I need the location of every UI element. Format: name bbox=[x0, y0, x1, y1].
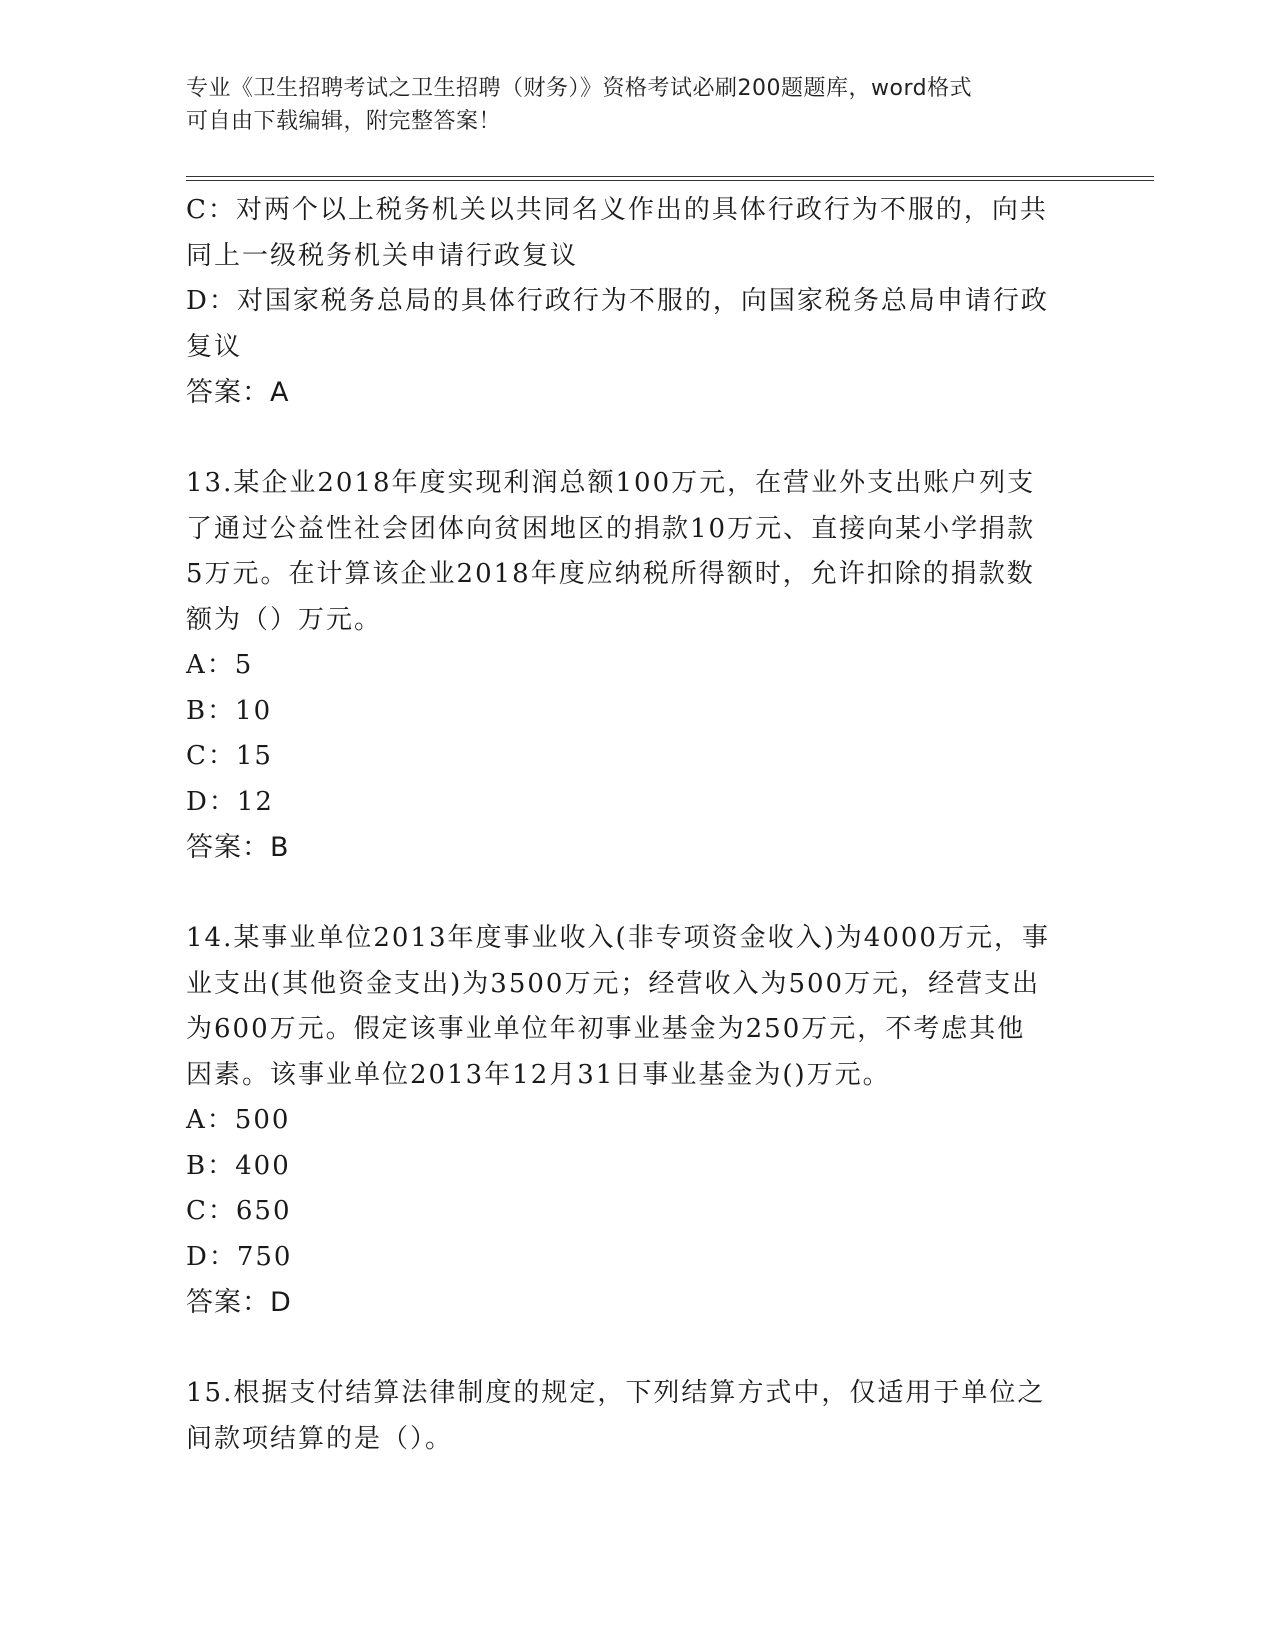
answer-label: 答案：B bbox=[186, 832, 290, 863]
option-a: A：500 bbox=[186, 1105, 291, 1135]
document-header bbox=[186, 72, 1066, 138]
question-stem-line: 额为（）万元。 bbox=[186, 604, 383, 635]
option-b: B：400 bbox=[186, 1150, 291, 1181]
header-divider bbox=[186, 176, 1154, 181]
option-d-line-2: 复议 bbox=[186, 331, 243, 362]
question-stem-line: 14.某事业单位2013年度事业收入(非专项资金收入)为4000万元，事 bbox=[186, 923, 1050, 953]
question-15 bbox=[186, 1371, 1066, 1462]
answer-label: 答案：A bbox=[186, 377, 290, 408]
question-14 bbox=[186, 916, 1066, 1326]
option-c: C：15 bbox=[186, 741, 273, 771]
question-13 bbox=[186, 461, 1066, 871]
option-d: D：12 bbox=[186, 786, 274, 817]
option-d-line-1: D：对国家税务总局的具体行政行为不服的，向国家税务总局申请行政 bbox=[186, 286, 1049, 316]
option-d: D：750 bbox=[186, 1241, 293, 1272]
question-stem-line: 业支出(其他资金支出)为3500万元；经营收入为500万元，经营支出 bbox=[186, 968, 1041, 999]
header-title-line-1: 专业《卫生招聘考试之卫生招聘（财务）》资格考试必刷200题题库，word格式 bbox=[186, 76, 973, 101]
option-c: C：650 bbox=[186, 1196, 292, 1226]
spacer bbox=[186, 1326, 1066, 1372]
answer-label: 答案：D bbox=[186, 1287, 292, 1318]
spacer bbox=[186, 416, 1066, 462]
option-b: B：10 bbox=[186, 695, 273, 726]
question-stem-line: 了通过公益性社会团体向贫困地区的捐款10万元、直接向某小学捐款 bbox=[186, 513, 1036, 544]
header-title-line-2: 可自由下载编辑，附完整答案！ bbox=[186, 109, 502, 134]
question-12-tail bbox=[186, 188, 1066, 416]
question-stem-line: 5万元。在计算该企业2018年度应纳税所得额时，允许扣除的捐款数 bbox=[186, 559, 1035, 589]
question-stem-line: 13.某企业2018年度实现利润总额100万元，在营业外支出账户列支 bbox=[186, 468, 1036, 498]
question-stem-line: 15.根据支付结算法律制度的规定，下列结算方式中，仅适用于单位之 bbox=[186, 1378, 1046, 1408]
option-c-line-2: 同上一级税务机关申请行政复议 bbox=[186, 240, 579, 271]
option-a: A：5 bbox=[186, 650, 254, 680]
option-c-line-1: C：对两个以上税务机关以共同名义作出的具体行政行为不服的，向共 bbox=[186, 195, 1048, 225]
question-stem-line: 为600万元。假定该事业单位年初事业基金为250万元，不考虑其他 bbox=[186, 1014, 1026, 1044]
question-stem-line: 因素。该事业单位2013年12月31日事业基金为()万元。 bbox=[186, 1059, 891, 1090]
question-list bbox=[186, 188, 1066, 1462]
spacer bbox=[186, 871, 1066, 917]
question-stem-line: 间款项结算的是（）。 bbox=[186, 1423, 454, 1454]
